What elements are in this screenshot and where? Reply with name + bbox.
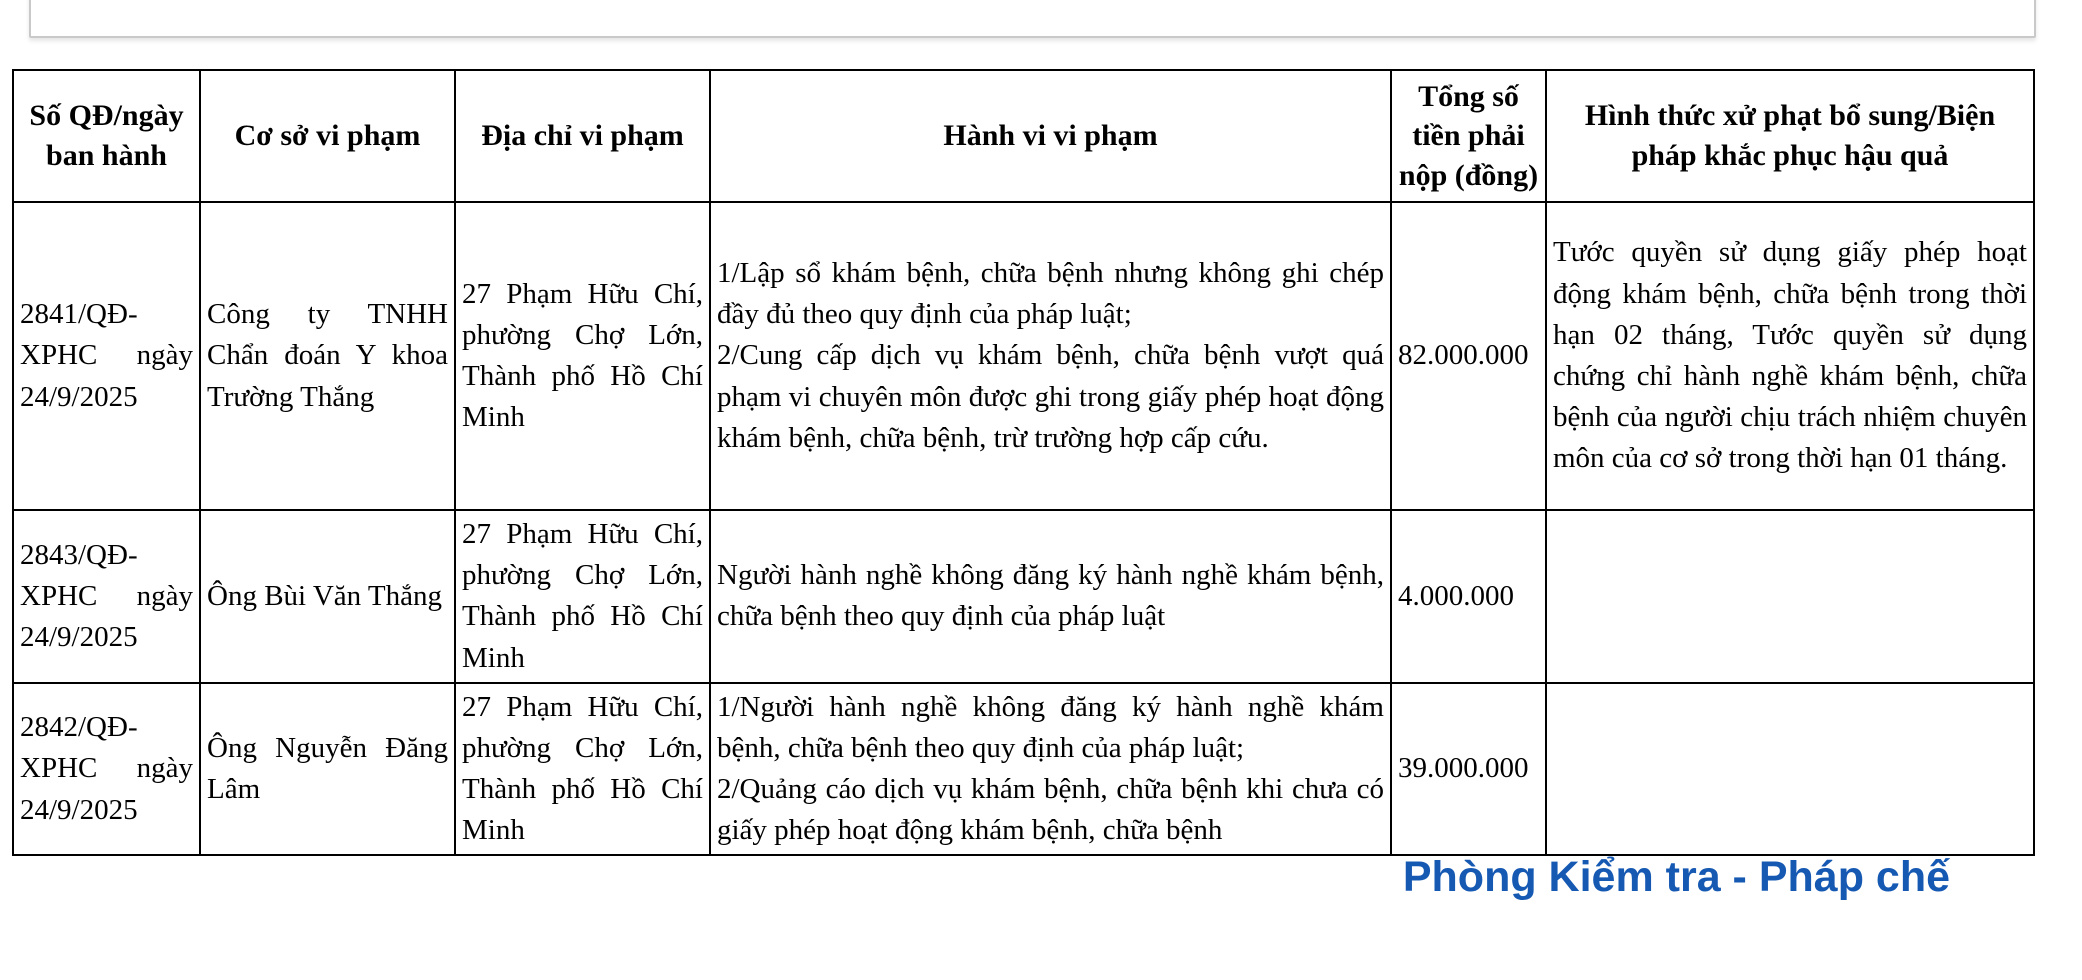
col-header-decision: Số QĐ/ngày ban hành <box>13 70 200 202</box>
additional-penalty-cell: Tước quyền sử dụng giấy phép hoạt động khám bệnh, chữa bệnh trong thời hạn 02 tháng, Tước quyền sử dụng chứng chỉ hành nghề khám bệnh, chữa bệnh của người chịu trách nhiệm chuyên môn của cơ sở trong thời hạn 01 tháng. <box>1546 202 2034 510</box>
address-cell: 27 Phạm Hữu Chí, phường Chợ Lớn, Thành phố Hồ Chí Minh <box>455 202 710 510</box>
violation-line: 1/Người hành nghề không đăng ký hành nghề khám bệnh, chữa bệnh theo quy định của pháp luật; <box>717 690 1384 764</box>
table-header-row <box>13 70 2034 202</box>
col-header-additional-penalty: Hình thức xử phạt bổ sung/Biện pháp khắc phục hậu quả <box>1546 70 2034 202</box>
additional-penalty-cell <box>1546 510 2034 683</box>
violations-table <box>12 69 2035 856</box>
facility-cell: Công ty TNHH Chẩn đoán Y khoa Trường Thắng <box>200 202 455 510</box>
col-header-violations: Hành vi vi phạm <box>710 70 1391 202</box>
violations-cell <box>710 202 1391 510</box>
signature-text: Phòng Kiểm tra - Pháp chế <box>1402 853 1950 901</box>
table-row <box>13 510 2034 683</box>
col-header-facility: Cơ sở vi phạm <box>200 70 455 202</box>
violations-cell <box>710 510 1391 683</box>
facility-cell: Ông Nguyễn Đăng Lâm <box>200 683 455 856</box>
table-row <box>13 683 2034 856</box>
decision-cell: 2842/QĐ-XPHC ngày 24/9/2025 <box>13 683 200 856</box>
fine-cell: 4.000.000 <box>1391 510 1546 683</box>
address-cell: 27 Phạm Hữu Chí, phường Chợ Lớn, Thành phố Hồ Chí Minh <box>455 683 710 856</box>
top-panel-fragment <box>29 0 2036 38</box>
col-header-fine: Tổng số tiền phải nộp (đồng) <box>1391 70 1546 202</box>
violation-line: 1/Lập sổ khám bệnh, chữa bệnh nhưng không ghi chép đầy đủ theo quy định của pháp luật; <box>717 257 1384 331</box>
violation-line: 2/Cung cấp dịch vụ khám bệnh, chữa bệnh vượt quá phạm vi chuyên môn được ghi trong giấy phép hoạt động khám bệnh, chữa bệnh, trừ trường hợp cấp cứu. <box>717 339 1384 454</box>
table-row <box>13 202 2034 510</box>
facility-cell: Ông Bùi Văn Thắng <box>200 510 455 683</box>
violation-line: 2/Quảng cáo dịch vụ khám bệnh, chữa bệnh khi chưa có giấy phép hoạt động khám bệnh, chữa bệnh <box>717 773 1384 847</box>
decision-cell: 2843/QĐ-XPHC ngày 24/9/2025 <box>13 510 200 683</box>
violations-cell <box>710 683 1391 856</box>
additional-penalty-cell <box>1546 683 2034 856</box>
fine-cell: 39.000.000 <box>1391 683 1546 856</box>
col-header-address: Địa chỉ vi phạm <box>455 70 710 202</box>
decision-cell: 2841/QĐ-XPHC ngày 24/9/2025 <box>13 202 200 510</box>
fine-cell: 82.000.000 <box>1391 202 1546 510</box>
violation-line: Người hành nghề không đăng ký hành nghề khám bệnh, chữa bệnh theo quy định của pháp luật <box>717 559 1384 633</box>
address-cell: 27 Phạm Hữu Chí, phường Chợ Lớn, Thành phố Hồ Chí Minh <box>455 510 710 683</box>
